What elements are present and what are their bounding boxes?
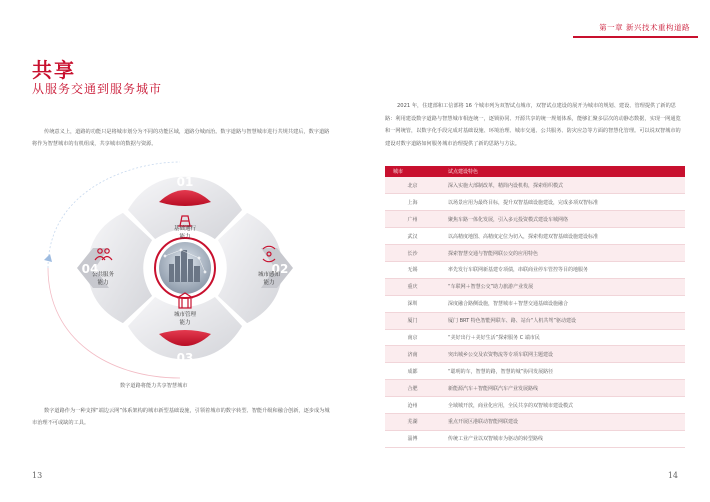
table-cell-feature: “聪明的车，智慧的路，智慧的城”协同发展路径: [440, 363, 685, 380]
table-row: [385, 261, 685, 278]
table-cell-feature: 聚焦车路一体化发展，引入多元投资模式建设车城网络: [440, 211, 685, 228]
table-cell-feature: 新能源汽车＋智能网联汽车产业发展路线: [440, 380, 685, 397]
table-row: [385, 194, 685, 211]
table-row: [385, 245, 685, 262]
table-cell-city: 深圳: [385, 295, 440, 312]
table-header-row: [385, 166, 685, 177]
page-number-right: 14: [667, 471, 678, 480]
table-cell-feature: 深入实施大部制改革，精简内设机构，探索组织模式: [440, 177, 685, 194]
table-row: [385, 177, 685, 194]
table-cell-city: 武汉: [385, 228, 440, 245]
table-row: [385, 363, 685, 380]
diagram-caption: 数字道路将能力共享智慧城市: [120, 383, 188, 389]
item-label-01-line2: 能力: [179, 234, 191, 240]
chapter-header: 第一章 新兴技术重构道路: [599, 23, 690, 32]
chapter-rule: [573, 36, 698, 38]
table-cell-city: 南京: [385, 329, 440, 346]
table-cell-city: 上海: [385, 194, 440, 211]
left-intro-paragraph: 传统意义上，道路的功能只是将城市划分为不同的功能区域，道路分城而治。数字道路与智慧城市进行共规共建后，数字道路将作为智慧城市的有机组成，共享城市的数据与资源。: [32, 129, 330, 147]
right-page: [355, 0, 710, 502]
table-cell-feature: “美好出行＋美好生活”探索服务 C 端市民: [440, 329, 685, 346]
page-number-left: 13: [32, 471, 43, 480]
item-number-02: 02: [271, 262, 289, 276]
table-row: [385, 430, 685, 447]
capability-diagram-svg: [40, 150, 330, 385]
item-label-02-line1: 城市感知: [257, 272, 281, 278]
table-cell-feature: 全域城开放，商业化应用，全民共享的双智城市建设模式: [440, 397, 685, 414]
item-number-01: 01: [176, 175, 194, 189]
item-number-03: 03: [176, 351, 194, 365]
item-label-02-line2: 能力: [263, 280, 275, 286]
table-cell-city: 济南: [385, 346, 440, 363]
table-row: [385, 211, 685, 228]
table-cell-feature: 探索智慧交通与智能网联公交的应用特色: [440, 245, 685, 262]
table-cell-feature: 重点开展区港联动智能网联建设: [440, 413, 685, 430]
table-row: [385, 413, 685, 430]
section-subtitle: 从服务交通到服务城市: [32, 82, 163, 96]
table-row: [385, 380, 685, 397]
table-cell-city: 合肥: [385, 380, 440, 397]
item-label-04-line2: 能力: [97, 280, 109, 286]
table-row: [385, 346, 685, 363]
table-cell-feature: 以场景应用为最终目标，提升双智基础设施建设，完成多项双智标准: [440, 194, 685, 211]
capability-diagram: [40, 150, 330, 385]
table-cell-feature: 率先发行车联网新基建专项债，串联商业停车管控等目的地服务: [440, 261, 685, 278]
item-label-04-line1: 公共服务: [91, 272, 115, 278]
section-title: 共享: [32, 58, 76, 82]
item-label-03-line2: 能力: [179, 320, 191, 326]
table-cell-feature: “车联网＋智慧公交”助力旅游产业发展: [440, 278, 685, 295]
table-cell-city: 厦门: [385, 312, 440, 329]
item-number-04: 04: [81, 262, 99, 276]
table-cell-feature: 深度融合路侧设施，智慧城市＋智慧交通基础设施融合: [440, 295, 685, 312]
table-row: [385, 228, 685, 245]
right-intro-paragraph: 2021 年，住建部和工信部将 16 个城市列为双智试点城市，双智试点建设的展开为城市的规划、建设、管理提供了新的思路：利用建设数字道路与智慧城市相连统一，逐锁协同、开源共享的统一规划体系，能够汇聚多层次的动静态数据，实现一网通览和一网统管，以数字化手段完成对基础设施、环境治理、城市交通、公共服务、防灾应急等方面的智慧化管理。可以说双智城市的建设对数字道路如何服务城市治理提供了新的思路与方法。: [385, 103, 681, 147]
table-cell-city: 成都: [385, 363, 440, 380]
table-header-feature: 试点建设特色: [440, 166, 685, 177]
table-cell-city: 淄博: [385, 430, 440, 447]
table-row: [385, 278, 685, 295]
table-cell-city: 无锡: [385, 261, 440, 278]
item-label-01-line1: 基础通行: [173, 226, 197, 232]
table-cell-feature: 以高精度地图、高精度定位为切入，探索构建双智基础设施建设标准: [440, 228, 685, 245]
table-header-city: 城市: [385, 166, 440, 177]
table-body: [385, 177, 685, 447]
table-cell-city: 沧州: [385, 397, 440, 414]
item-label-03-line1: 城市管理: [173, 312, 197, 318]
table-cell-city: 芜湖: [385, 413, 440, 430]
table-cell-feature: 传统工业产业以双智城市为驱动的转型路线: [440, 430, 685, 447]
table-cell-city: 长沙: [385, 245, 440, 262]
table-cell-city: 广州: [385, 211, 440, 228]
table-cell-city: 重庆: [385, 278, 440, 295]
table-cell-feature: 厦门 BRT 特色智能网联车、路、站台“人机共驾”驱动建设: [440, 312, 685, 329]
arrow-head-icon: [44, 254, 52, 262]
pilot-city-table: [385, 166, 685, 448]
table-row: [385, 312, 685, 329]
left-foot-paragraph: 数字道路作为一种支撑“端边云网”体系架构的城市新型基础设施，引领着城市的数字转型、智能升级和融合创新，逐步成为城市治理不可或缺的工具。: [32, 408, 330, 426]
table-cell-city: 北京: [385, 177, 440, 194]
table-row: [385, 329, 685, 346]
table-row: [385, 397, 685, 414]
table-row: [385, 295, 685, 312]
table-cell-feature: 突出城乡公交及农资物流等专项车联网主题建设: [440, 346, 685, 363]
